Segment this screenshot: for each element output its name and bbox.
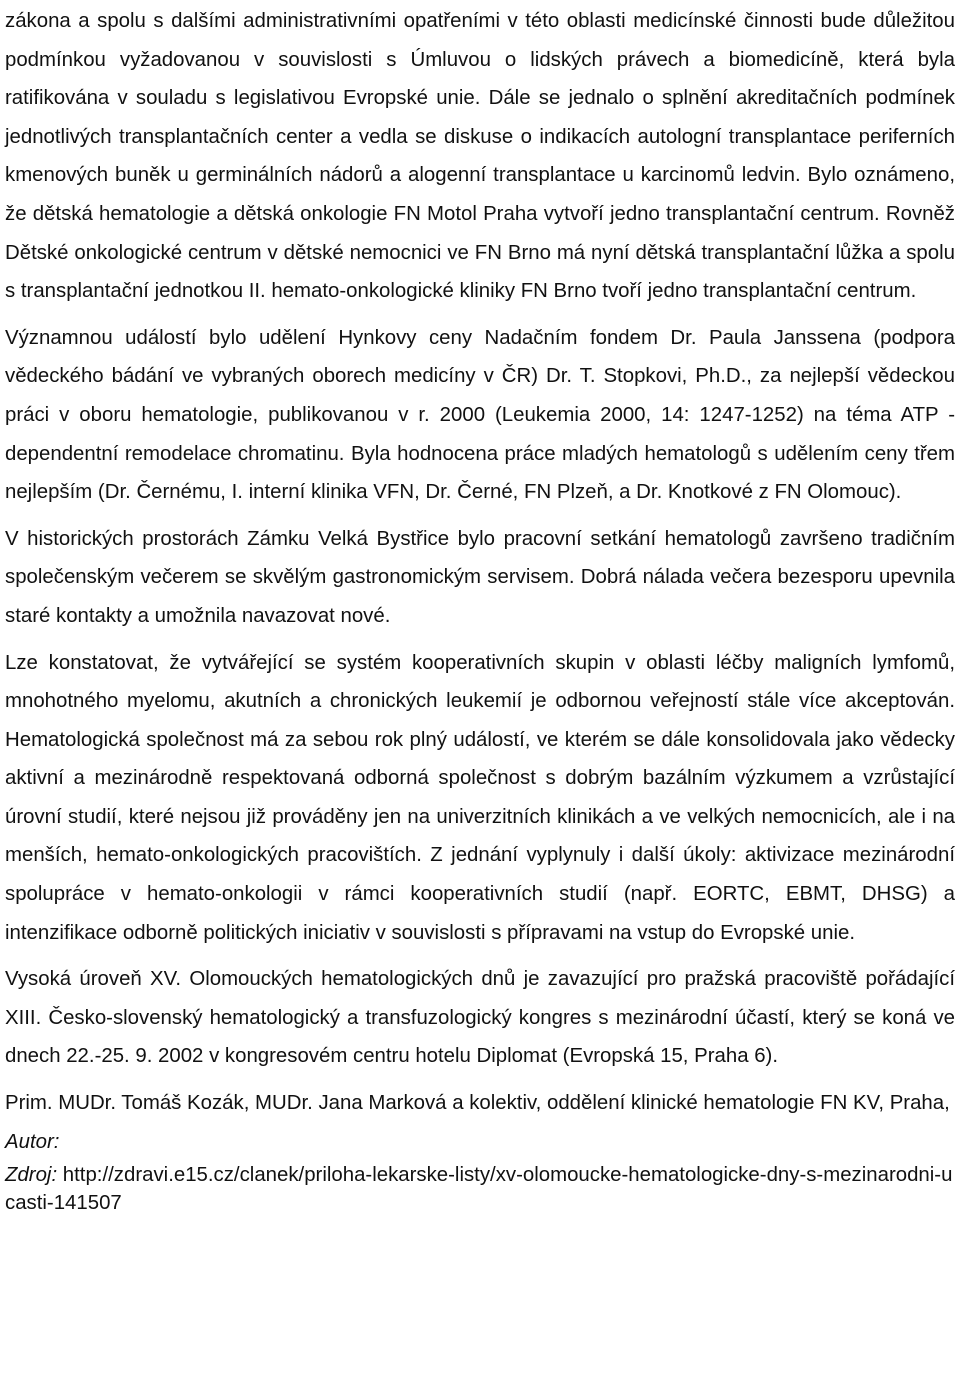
author-line <box>5 1123 955 1162</box>
author-label: Autor: <box>5 1130 60 1153</box>
article-body <box>5 0 955 1217</box>
paragraph-transplant-centers: zákona a spolu s dalšími administrativními opatřeními v této oblasti medicínské činnosti bude důležitou podmínkou vyžadovanou v souvislosti s Úmluvou o lidských právech a biomedicíně, která byla ratifikována v souladu s legislativou Evropské unie. Dále se jednalo o splnění akreditačních podmínek jednotlivých transplantačních center a vedla se diskuse o indikacích autologní transplantace periferních kmenových buněk u germinálních nádorů a alogenní transplantace u karcinomů ledvin. Bylo oznámeno, že dětská hematologie a dětská onkologie FN Motol Praha vytvoří jedno transplantační centrum. Rovněž Dětské onkologické centrum v dětské nemocnici ve FN Brno má nyní dětská transplantační lůžka a spolu s transplantační jednotkou II. hemato-onkologické kliniky FN Brno tvoří jedno transplantační centrum. <box>5 10 955 303</box>
paragraph-congress: Vysoká úroveň XV. Olomouckých hematologických dnů je zavazující pro pražská pracoviště pořádající XIII. Česko-slovenský hematologický a transfuzologický kongres s mezinárodní účastí, který se koná ve dnech 22.-25. 9. 2002 v kongresovém centru hotelu Diplomat (Evropská 15, Praha 6). <box>5 968 955 1068</box>
paragraph-conclusion: Lze konstatovat, že vytvářející se systém kooperativních skupin v oblasti léčby maligních lymfomů, mnohotného myelomu, akutních a chronických leukemií je odbornou veřejností stále více akceptován. Hematologická společnost má za sebou rok plný událostí, ve kterém se dále konsolidovala jako vědecky aktivní a mezinárodně respektovaná odborná společnost s dobrým bazálním výzkumem a vzrůstající úrovní studií, které nejsou již prováděny jen na univerzitních klinikách a ve velkých nemocnicích, ale i na menších, hemato-onkologických pracovištích. Z jednání vyplynuly i další úkoly: aktivizace mezinárodní spolupráce v hemato-onkologii v rámci kooperativních studií (např. EORTC, EBMT, DHSG) a intenzifikace odborně politických iniciativ v souvislosti s přípravami na vstup do Evropské unie. <box>5 651 955 944</box>
source-label: Zdroj: <box>5 1164 58 1187</box>
source-line <box>5 1161 955 1217</box>
source-url: http://zdravi.e15.cz/clanek/priloha-lekarske-listy/xv-olomoucke-hematologicke-dny-s-mezinarodni-ucasti-141507 <box>5 1164 953 1215</box>
paragraph-evening-event: V historických prostorách Zámku Velká Bystřice bylo pracovní setkání hematologů završeno tradičním společenským večerem se skvělým gastronomickým servisem. Dobrá nálada večera bezesporu upevnila staré kontakty a umožnila navazovat nové. <box>5 527 955 627</box>
paragraph-authors: Prim. MUDr. Tomáš Kozák, MUDr. Jana Marková a kolektiv, oddělení klinické hematologie FN KV, Praha, <box>5 1092 950 1115</box>
paragraph-hynek-prize: Významnou událostí bylo udělení Hynkovy ceny Nadačním fondem Dr. Paula Janssena (podpora vědeckého bádání ve vybraných oborech medicíny v ČR) Dr. T. Stopkovi, Ph.D., za nejlepší vědeckou práci v oboru hematologie, publikovanou v r. 2000 (Leukemia 2000, 14: 1247-1252) na téma ATP - dependentní remodelace chromatinu. Byla hodnocena práce mladých hematologů s udělením ceny třem nejlepším (Dr. Černému, I. interní klinika VFN, Dr. Černé, FN Plzeň, a Dr. Knotkové z FN Olomouc). <box>5 326 955 504</box>
